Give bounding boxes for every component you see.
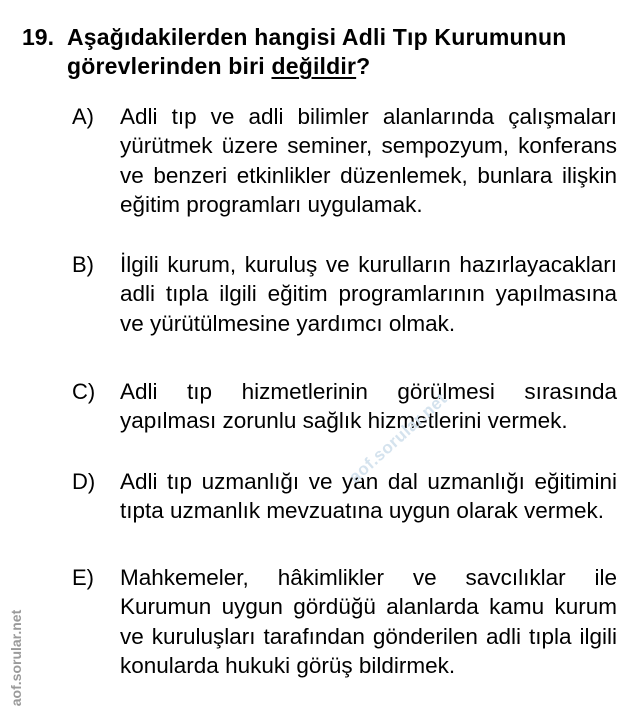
option-text: Adli tıp hizmetlerinin görülmesi sırasında yapılması zorunlu sağlık hizmetlerini vermek. xyxy=(120,379,617,434)
option-letter: C) xyxy=(72,379,96,404)
center-watermark: aof.sorular.net xyxy=(345,389,451,487)
option-text: İlgili kurum, kuruluş ve kurulların hazırlayacakları adli tıpla ilgili eğitim programlarının yapılmasına ve yürütülmesine yardımcı olmak. xyxy=(120,252,617,336)
option-text: Mahkemeler, hâkimlikler ve savcılıklar ile Kurumun uygun gördüğü alanlarda kamu kurum ve kuruluşları tarafından gönderilen adli tıpla ilgili konularda hukuki görüş bildirmek. xyxy=(120,565,617,678)
option-text: Adli tıp uzmanlığı ve yan dal uzmanlığı eğitimini tıpta uzmanlık mevzuatına uygun olarak vermek. xyxy=(120,469,617,524)
question-text: Aşağıdakilerden hangisi Adli Tıp Kurumunun görevlerinden biri xyxy=(67,24,567,79)
question-stem xyxy=(67,23,623,81)
option-letter: A) xyxy=(72,104,94,129)
option-letter: B) xyxy=(72,252,94,277)
option-text: Adli tıp ve adli bilimler alanlarında çalışmaları yürütmek üzere seminer, sempozyum, konferans ve benzeri etkinlikler düzenlemek, bunlara ilişkin eğitim programları uygulamak. xyxy=(120,104,617,217)
option-letter: D) xyxy=(72,469,96,494)
option-letter: E) xyxy=(72,565,94,590)
question-mark: ? xyxy=(356,53,371,79)
side-watermark: aof.sorular.net xyxy=(8,609,24,707)
question-emphasis: değildir xyxy=(271,53,357,79)
question-number: 19. xyxy=(22,24,54,50)
